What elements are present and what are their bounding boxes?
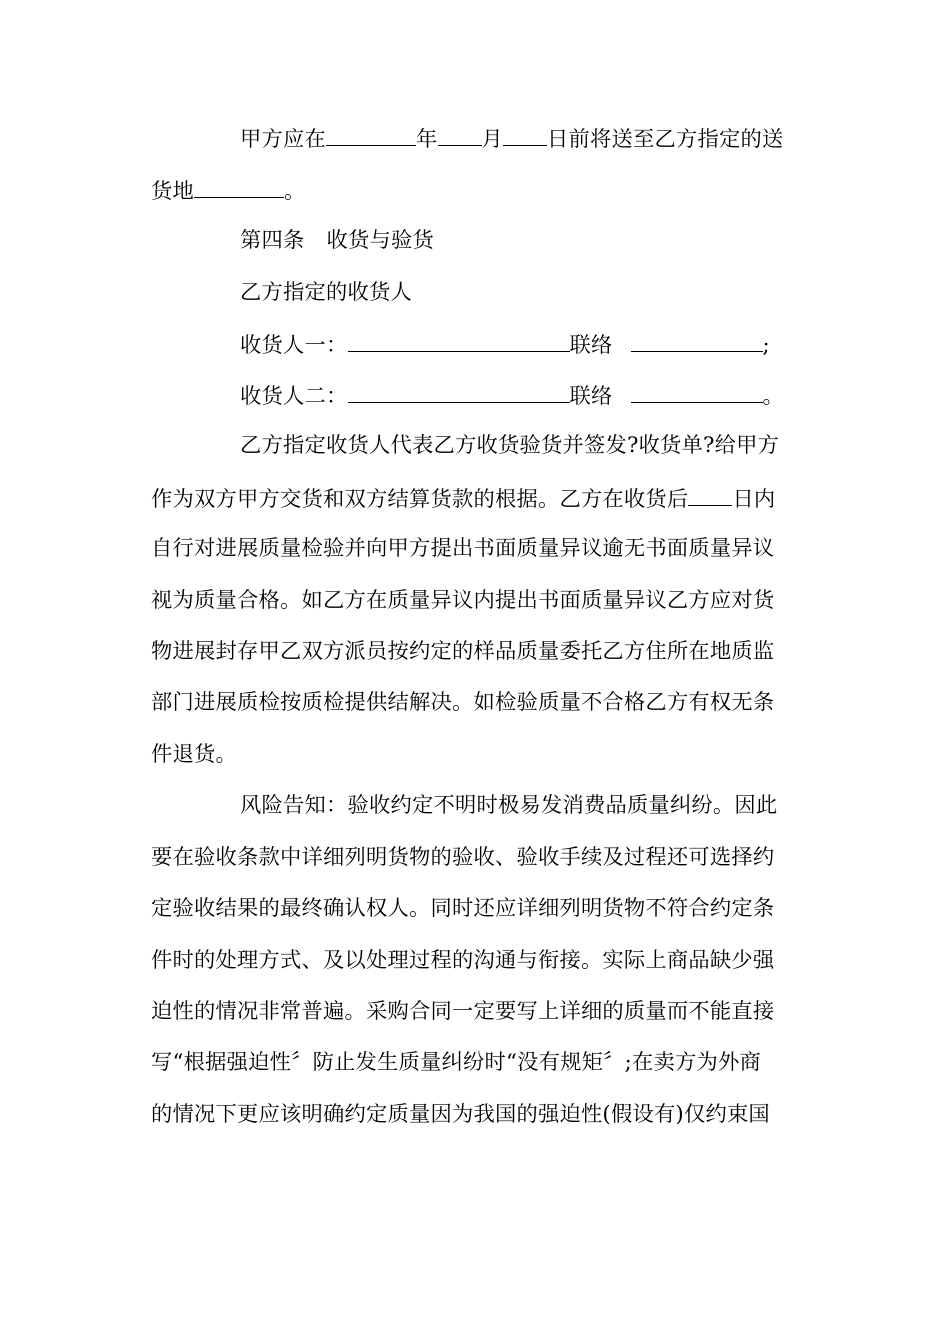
inspection-days-blank xyxy=(688,485,732,506)
para-2-text: 迫性的情况非常普遍。采购合同一定要写上详细的质量而不能直接 xyxy=(151,999,775,1024)
receiver-2-contact-blank xyxy=(631,382,763,403)
receiver-1-end: ; xyxy=(762,333,770,357)
delivery-text-d: 日前将送至乙方指定的送 xyxy=(547,127,784,151)
day-blank xyxy=(503,125,547,146)
designated-receiver-text: 乙方指定的收货人 xyxy=(240,280,412,305)
para-1-line-6 xyxy=(151,690,811,716)
receiver-2-end: 。 xyxy=(762,384,784,408)
para-1-text: 件退货。 xyxy=(151,742,237,767)
para-2-line-7 xyxy=(151,1102,811,1128)
delivery-text-a: 甲方应在 xyxy=(240,127,326,151)
delivery-line-1 xyxy=(240,125,810,151)
receiver-1-name-blank xyxy=(348,331,570,352)
para-2-text: 风险告知：验收约定不明时极易发消费品质量纠纷。因此 xyxy=(240,793,778,818)
para-2-line-5 xyxy=(151,999,811,1025)
para-1-line-7 xyxy=(151,742,811,768)
receiver-1-contact-label: 联络 xyxy=(569,333,613,357)
receiver-2-contact-label: 联络 xyxy=(569,384,613,408)
delivery-text-year: 年 xyxy=(416,127,438,151)
month-blank xyxy=(438,125,482,146)
para-2-text: 的情况下更应该明确约定质量因为我国的强迫性(假设有)仅约束国 xyxy=(151,1102,770,1127)
para-1-text: 作为双方甲方交货和双方结算货款的根据。乙方在收货后 xyxy=(151,487,689,511)
para-1-text: 视为质量合格。如乙方在质量异议内提出书面质量异议乙方应对货 xyxy=(151,588,775,613)
receiver-2-line xyxy=(240,382,810,408)
receiver-1-line xyxy=(240,331,810,357)
para-2-text: 件时的处理方式、及以处理过程的沟通与衔接。实际上商品缺少强 xyxy=(151,948,775,973)
para-1-line-4 xyxy=(151,588,811,614)
delivery-line-2 xyxy=(151,177,811,203)
delivery-place-label: 货地 xyxy=(151,179,194,203)
receiver-1-contact-blank xyxy=(631,331,763,352)
para-1-text: 乙方指定收货人代表乙方收货验货并签发?收货单?给甲方 xyxy=(240,433,780,458)
para-1-line-2 xyxy=(151,485,811,511)
para-1-line-3 xyxy=(151,536,811,562)
para-2-line-3 xyxy=(151,896,811,922)
para-2-line-4 xyxy=(151,948,811,974)
receiver-1-label: 收货人一： xyxy=(240,333,348,357)
para-2-text: 写“根据强迫性〞防止发生质量纠纷时“没有规矩〞;在卖方为外商 xyxy=(151,1050,761,1075)
para-1-line-1 xyxy=(240,433,810,459)
para-2-text: 要在验收条款中详细列明货物的验收、验收手续及过程还可选择约 xyxy=(151,845,775,870)
article-title: 收货与验货 xyxy=(326,228,434,253)
para-1-line-5 xyxy=(151,639,811,665)
delivery-text-month: 月 xyxy=(481,127,503,151)
article-4-heading xyxy=(240,228,810,254)
receiver-2-label: 收货人二： xyxy=(240,384,348,408)
receiver-2-name-blank xyxy=(348,382,570,403)
designated-receiver-line xyxy=(240,280,810,306)
para-2-line-6 xyxy=(151,1050,811,1076)
para-2-line-1 xyxy=(240,793,810,819)
para-2-line-2 xyxy=(151,845,811,871)
para-2-text: 定验收结果的最终确认权人。同时还应详细列明货物不符合约定条 xyxy=(151,896,775,921)
para-1-text: 自行对进展质量检验并向甲方提出书面质量异议逾无书面质量异议 xyxy=(151,536,775,561)
delivery-place-end: 。 xyxy=(284,179,306,203)
para-1-text: 部门进展质检按质检提供结解决。如检验质量不合格乙方有权无条 xyxy=(151,690,775,715)
delivery-place-blank xyxy=(194,177,284,198)
para-1-text: 物进展封存甲乙双方派员按约定的样品质量委托乙方住所在地质监 xyxy=(151,639,775,664)
year-blank xyxy=(326,125,416,146)
para-1-text: 日内 xyxy=(732,487,776,511)
article-number: 第四条 xyxy=(240,228,305,253)
